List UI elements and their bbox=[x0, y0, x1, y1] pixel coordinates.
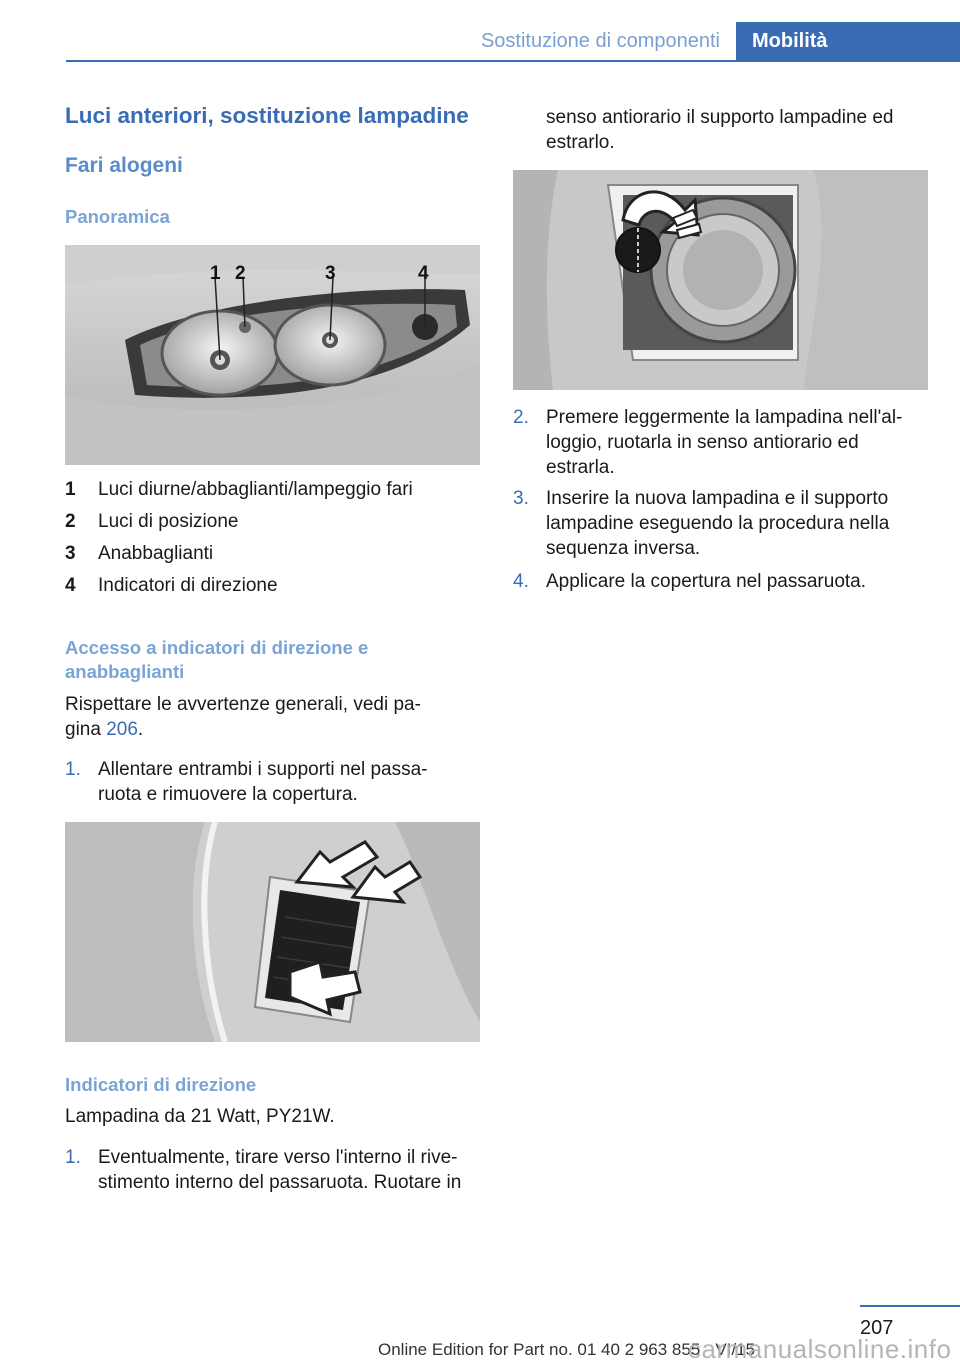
step-number: 1. bbox=[65, 759, 81, 780]
header-chapter-tab: Mobilità bbox=[736, 22, 960, 62]
access-paragraph bbox=[65, 692, 445, 742]
continuation-text: senso antiorario il supporto lampadine ed estrarlo. bbox=[546, 107, 894, 153]
access-text: Rispettare le avvertenze generali, vedi pa‐ gina bbox=[65, 694, 421, 740]
headlamp-legend bbox=[65, 479, 480, 607]
access-heading: Accesso a indicatori di direzione e anabbaglianti bbox=[65, 637, 369, 682]
legend-text: Luci diurne/abbaglianti/lampeggio fari bbox=[98, 479, 413, 500]
headlamp-illustration bbox=[65, 245, 480, 465]
footer-rule bbox=[860, 1305, 960, 1307]
page-reference-link[interactable]: 206 bbox=[106, 719, 138, 740]
headlamp-label-4: 4 bbox=[418, 263, 429, 284]
legend-number: 1 bbox=[65, 479, 76, 500]
wheel-arch-illustration bbox=[65, 822, 480, 1042]
step-text: Eventualmente, tirare verso l'interno il rive‐ stimento interno del passaruota. Ruotare in bbox=[98, 1147, 462, 1193]
section-title: Luci anteriori, sostituzione lampadine bbox=[65, 103, 469, 128]
legend-text: Indicatori di direzione bbox=[98, 575, 278, 596]
legend-item bbox=[65, 479, 480, 511]
step-text: Applicare la copertura nel passaruota. bbox=[546, 571, 867, 592]
step-number: 4. bbox=[513, 571, 529, 592]
headlamp-label-2: 2 bbox=[235, 263, 246, 284]
legend-item bbox=[65, 575, 480, 607]
header-section-title: Sostituzione di componenti bbox=[480, 30, 720, 52]
legend-number: 3 bbox=[65, 543, 76, 564]
procedure-step bbox=[513, 569, 928, 594]
headlamp-label-1: 1 bbox=[210, 263, 221, 284]
step-text: Allentare entrambi i supporti nel passa‐ ruota e rimuovere la copertura. bbox=[98, 759, 428, 805]
step-number: 3. bbox=[513, 488, 529, 509]
step-text: Premere leggermente la lampadina nell'al‐ loggio, ruotarla in senso antiorario ed estrarla. bbox=[546, 407, 903, 478]
step-number: 1. bbox=[65, 1147, 81, 1168]
bulb-holder-figure bbox=[513, 170, 928, 390]
step-number: 2. bbox=[513, 407, 529, 428]
page-header bbox=[66, 22, 960, 62]
indicators-step bbox=[65, 1145, 480, 1195]
legend-item bbox=[65, 543, 480, 575]
legend-number: 2 bbox=[65, 511, 76, 532]
page-number: 207 bbox=[860, 1317, 894, 1339]
legend-text: Anabbaglianti bbox=[98, 543, 214, 564]
watermark-logo: carmanualsonline.info bbox=[688, 1334, 952, 1362]
legend-item bbox=[65, 511, 480, 543]
bulb-holder-illustration bbox=[513, 170, 928, 390]
overview-heading: Panoramica bbox=[65, 206, 170, 227]
legend-number: 4 bbox=[65, 575, 76, 596]
indicators-text: Lampadina da 21 Watt, PY21W. bbox=[65, 1106, 335, 1127]
headlamp-label-3: 3 bbox=[325, 263, 336, 284]
headlamp-overview-figure bbox=[65, 245, 480, 465]
edition-footer: Online Edition for Part no. 01 40 2 963 855 - VI/15 bbox=[378, 1340, 756, 1359]
indicators-heading: Indicatori di direzione bbox=[65, 1074, 257, 1095]
access-text-end: . bbox=[137, 719, 144, 740]
step-text: Inserire la nuova lampadina e il supporto lampadine eseguendo la procedura nella sequenza inversa. bbox=[546, 488, 890, 559]
wheel-arch-cover-figure bbox=[65, 822, 480, 1042]
procedure-step bbox=[513, 405, 928, 480]
subsection-title: Fari alogeni bbox=[65, 154, 183, 177]
access-step bbox=[65, 757, 480, 807]
procedure-step bbox=[513, 486, 928, 561]
legend-text: Luci di posizione bbox=[98, 511, 239, 532]
